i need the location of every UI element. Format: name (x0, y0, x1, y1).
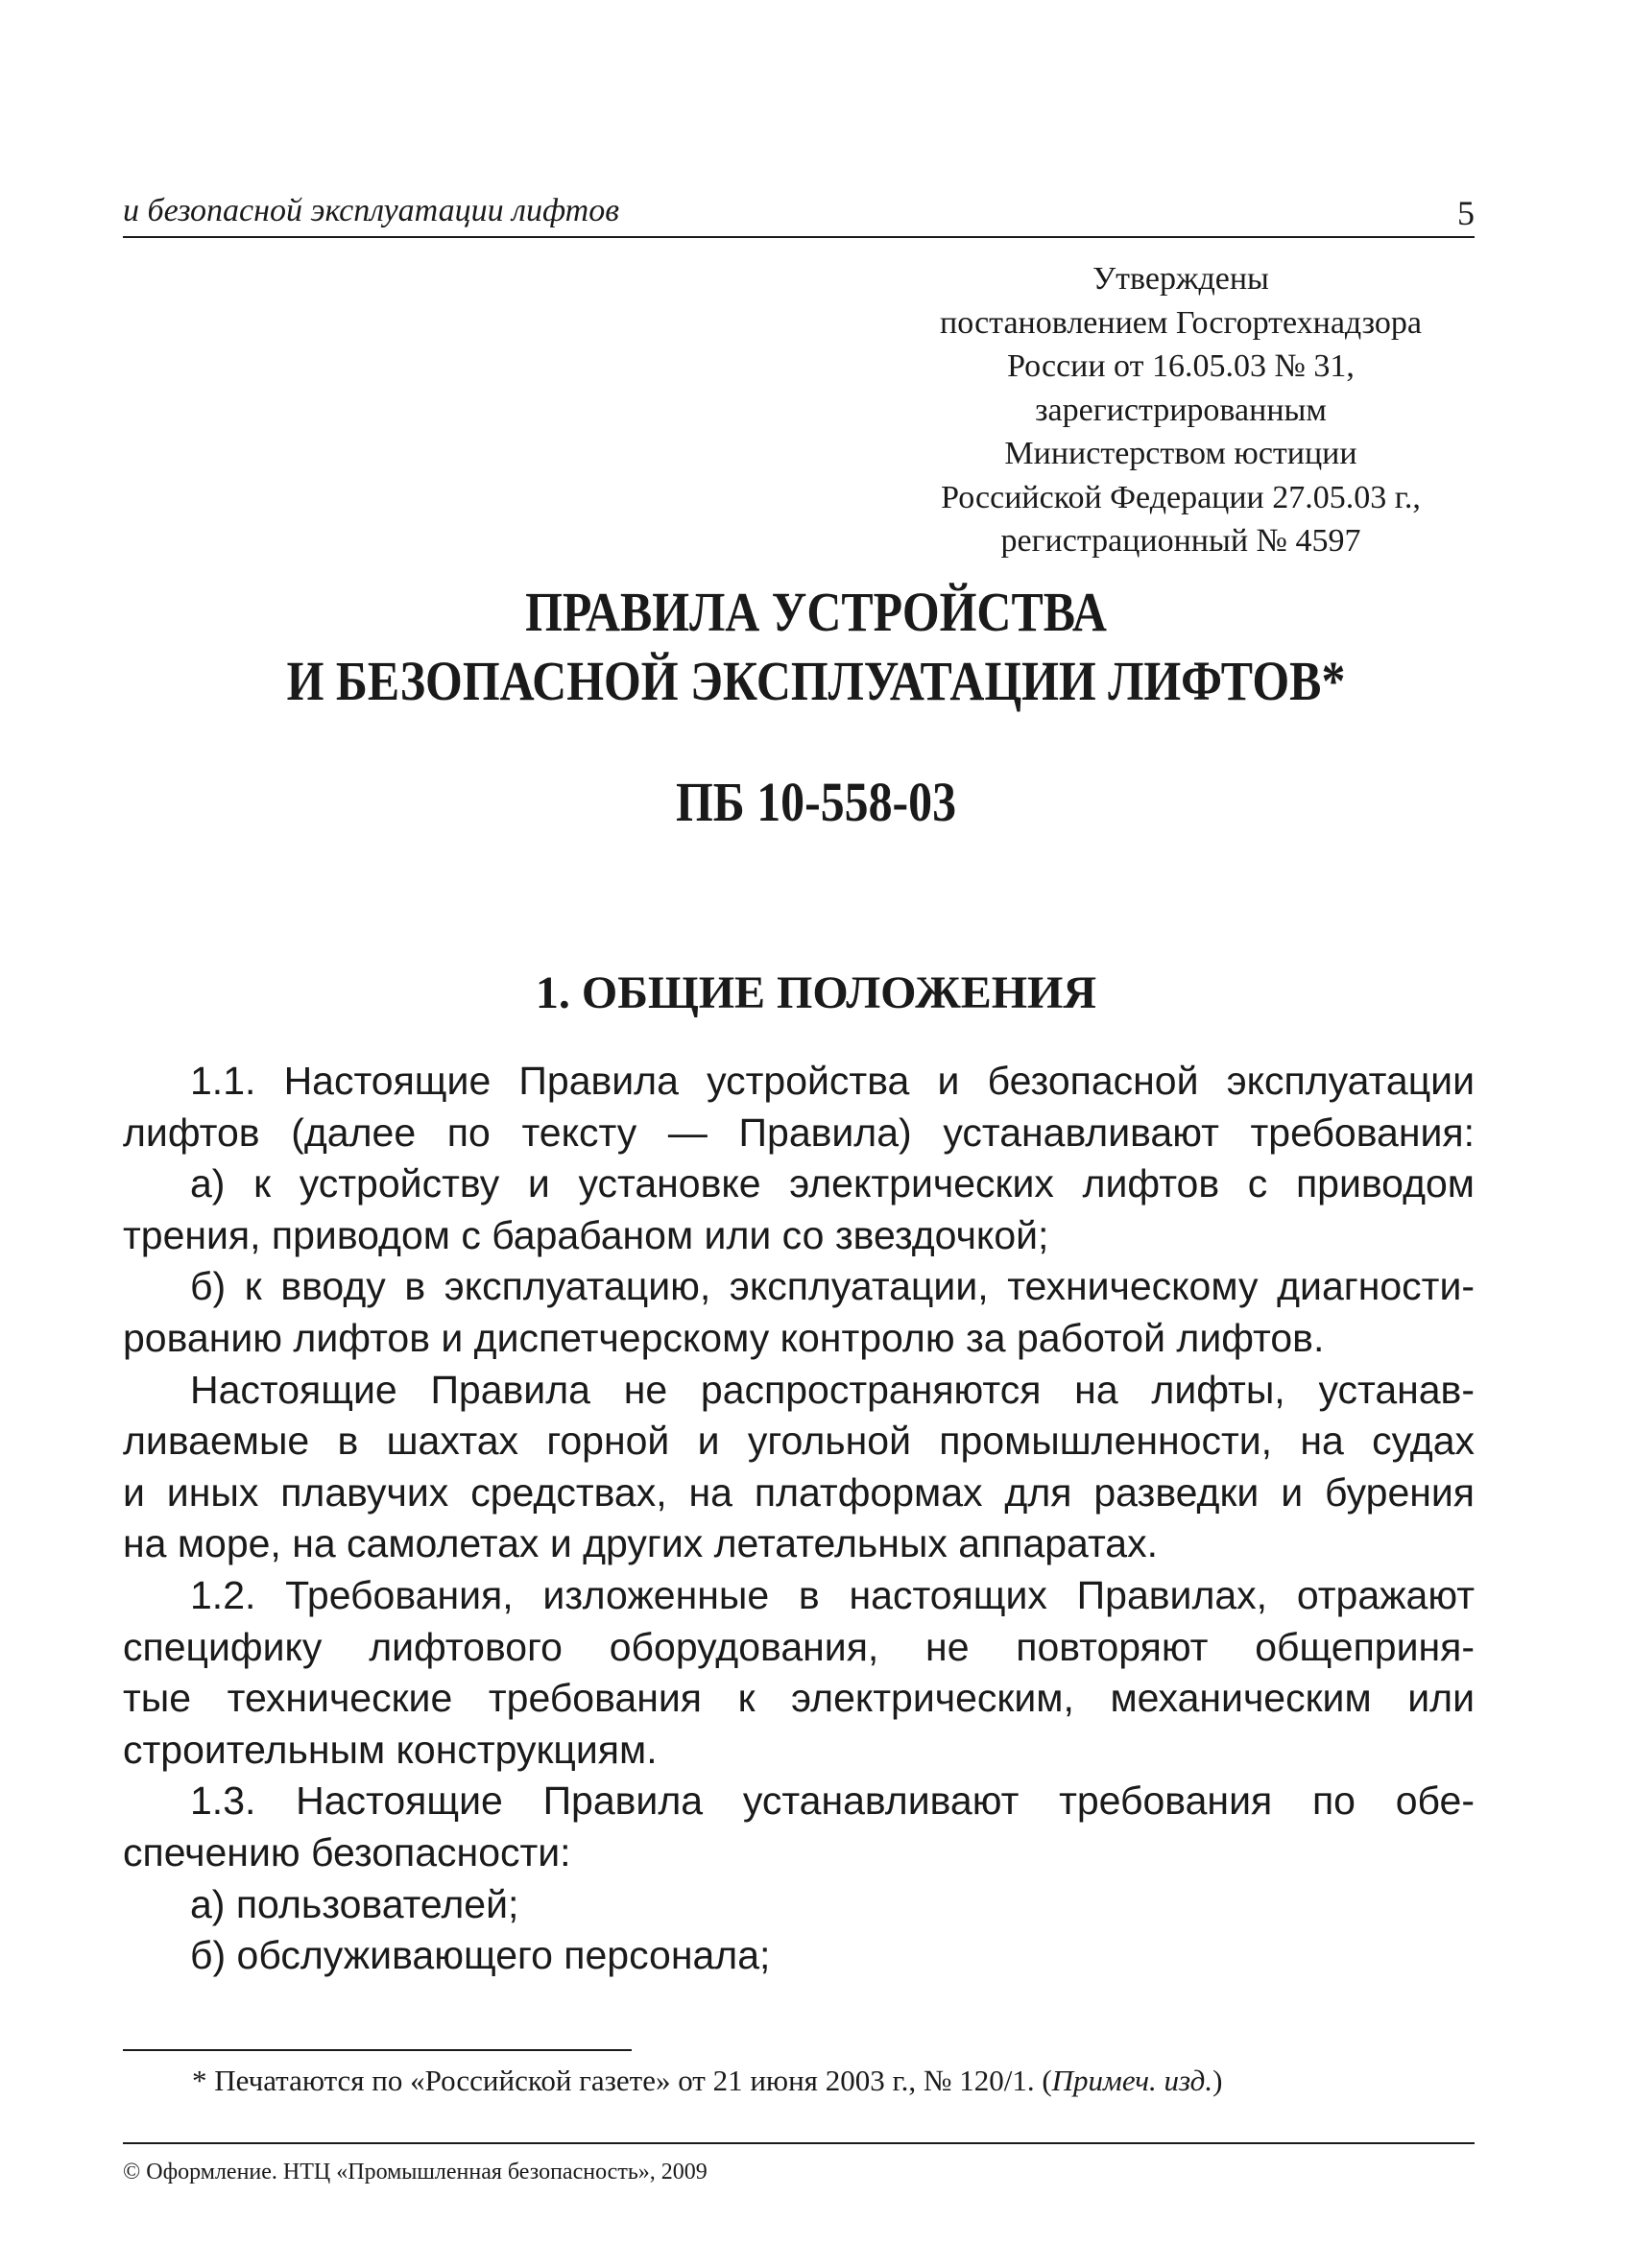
text-line: Настоящие Правила не распространяются на лифты, устанав- (190, 1367, 1475, 1412)
text-line: 1.1. Настоящие Правила устройства и безопасной эксплуатации (190, 1059, 1475, 1103)
title-line: И БЕЗОПАСНОЙ ЭКСПЛУАТАЦИИ ЛИФТОВ* (286, 650, 1346, 712)
approval-line: Утверждены (1092, 261, 1269, 297)
footnote-text: * Печатаются по «Российской газете» от 21 июня 2003 г., № 120/1. ( (192, 2064, 1052, 2097)
text-line: 1.2. Требования, изложенные в настоящих Правилах, отражают (190, 1572, 1475, 1617)
title-line: ПРАВИЛА УСТРОЙСТВА (525, 581, 1107, 643)
approval-block (864, 257, 1498, 563)
text-line: спечению безопасности: (123, 1829, 571, 1874)
approval-line: Российской Федерации 27.05.03 г., (941, 479, 1421, 515)
approval-line: зарегистрированным (1035, 392, 1327, 428)
document-title (279, 578, 1353, 716)
text-line: и иных плавучих средствах, на платформах для разведки и бурения (123, 1469, 1475, 1515)
section-heading: 1. ОБЩИЕ ПОЛОЖЕНИЯ (535, 967, 1097, 1018)
approval-line: регистрационный № 4597 (1000, 523, 1361, 559)
running-title: и безопасной эксплуатации лифтов (123, 193, 619, 228)
text-line: б) обслуживающего персонала; (190, 1933, 771, 1978)
approval-line: Министерством юстиции (1004, 436, 1357, 471)
copyright-divider (123, 2142, 1475, 2144)
text-line: строительным конструкциям. (123, 1727, 658, 1772)
footnote-divider (123, 2049, 632, 2051)
text-line: 1.3. Настоящие Правила устанавливают требования по обе- (190, 1779, 1475, 1824)
text-line: а) к устройству и установке электрических лифтов с приводом (190, 1161, 1475, 1206)
footnote-close: ) (1212, 2064, 1223, 2097)
text-line: лифтов (далее по тексту — Правила) устанавливают требования: (123, 1110, 1475, 1155)
text-line: тые технические требования к электрическим, механическим или (123, 1676, 1475, 1721)
footnote-editor-note: Примеч. изд. (1051, 2064, 1213, 2097)
copyright-notice: © Оформление. НТЦ «Промышленная безопасность», 2009 (123, 2160, 708, 2184)
running-header (123, 192, 1475, 238)
approval-line: постановлением Госгортехнадзора (940, 304, 1422, 341)
text-line: б) к вводу в эксплуатацию, эксплуатации, техническому диагности- (190, 1264, 1475, 1309)
text-line: на море, на самолетах и других летательных аппаратах. (123, 1521, 1158, 1566)
text-line: специфику лифтового оборудования, не повторяют общеприня- (123, 1624, 1475, 1669)
document-code: ПБ 10-558-03 (675, 771, 957, 833)
approval-line: России от 16.05.03 № 31, (1007, 348, 1355, 384)
text-line: а) пользователей; (190, 1881, 519, 1926)
body-text (123, 1056, 1475, 1982)
footnote (192, 2062, 1478, 2100)
text-line: трения, приводом с барабаном или со звездочкой; (123, 1212, 1049, 1257)
text-line: рованию лифтов и диспетчерскому контролю за работой лифтов. (123, 1315, 1325, 1360)
page-number: 5 (1457, 194, 1475, 232)
text-line: ливаемые в шахтах горной и угольной промышленности, на судах (123, 1419, 1475, 1464)
